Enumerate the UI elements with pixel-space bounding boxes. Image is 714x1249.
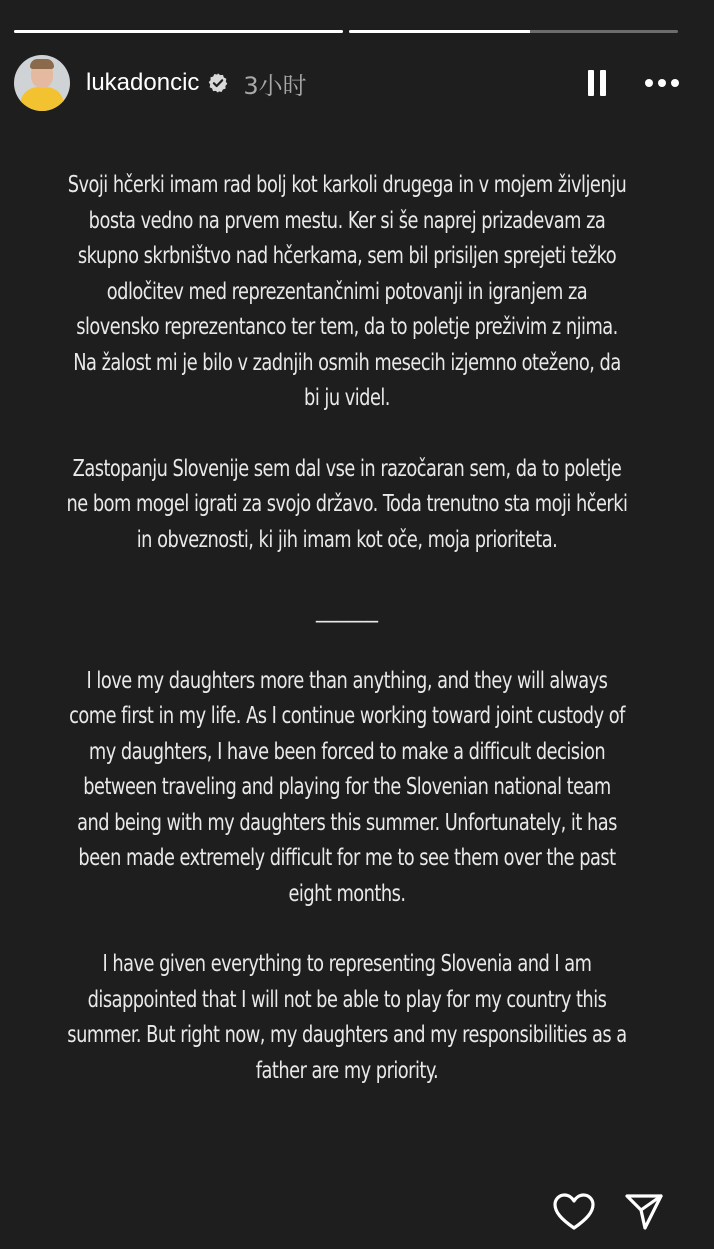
username[interactable]: lukadoncic <box>86 69 200 96</box>
story-text-content <box>20 168 674 1089</box>
story-header <box>14 54 684 112</box>
story-footer <box>552 1190 672 1234</box>
progress-fill-1 <box>14 30 343 33</box>
slovenian-paragraph-1: Svoji hčerki imam rad bolj kot karkoli drugega in v mojem življenju bosta vedno na prvem mestu. Ker si še naprej prizadevam za skupno skrbništvo nad hčerkama, sem bil prisiljen sprejeti težko odločitev med reprezentančnimi potovanji in igranjem za slovensko reprezentanco ter tem, da to poletje preživim z njima. Na žalost mi je bilo v zadnjih osmih mesecih izjemno oteženo, da bi ju videl. <box>67 172 627 411</box>
progress-segment-2 <box>349 30 678 33</box>
share-button[interactable] <box>622 1190 666 1234</box>
more-options-dot <box>658 79 666 87</box>
pause-bar-left <box>588 70 594 96</box>
verified-badge-icon <box>207 72 229 94</box>
story-progress-bar <box>14 30 678 34</box>
paragraph-gap <box>20 629 674 664</box>
more-options-icon <box>645 79 653 87</box>
progress-fill-2 <box>349 30 530 33</box>
pause-icon <box>585 70 609 96</box>
send-icon <box>624 1193 664 1231</box>
progress-segment-1 <box>14 30 343 33</box>
pause-button[interactable] <box>582 63 612 103</box>
timestamp: 3小时 <box>243 71 307 100</box>
avatar[interactable] <box>14 55 70 111</box>
paragraph-gap <box>20 417 674 452</box>
paragraph-gap <box>20 558 674 593</box>
like-button[interactable] <box>552 1190 596 1234</box>
language-separator: ______ <box>315 597 379 623</box>
pause-bar-right <box>600 70 606 96</box>
english-paragraph-2: I have given everything to representing Slovenia and I am disappointed that I will not be able to play for my country this summer. But right now, my daughters and my responsibilities as a father are my priority. <box>67 951 627 1084</box>
avatar-jersey <box>20 87 64 111</box>
more-options-dot <box>671 79 679 87</box>
heart-icon <box>553 1193 595 1231</box>
english-paragraph-1: I love my daughters more than anything, and they will always come first in my life. As I continue working toward joint custody of my daughters, I have been forced to make a difficult decision between traveling and playing for the Slovenian national team and being with my daughters this summer. Unfortunately, it has been made extremely difficult for me to see them over the past eight months. <box>69 667 625 907</box>
avatar-hair <box>30 59 54 69</box>
slovenian-paragraph-2: Zastopanju Slovenije sem dal vse in razočaran sem, da to poletje ne bom mogel igrati za svojo državo. Toda trenutno sta moji hčerki in obveznosti, ki jih imam kot oče, moja prioriteta. <box>66 455 628 553</box>
paragraph-gap <box>20 912 674 947</box>
more-options-button[interactable] <box>640 63 684 103</box>
